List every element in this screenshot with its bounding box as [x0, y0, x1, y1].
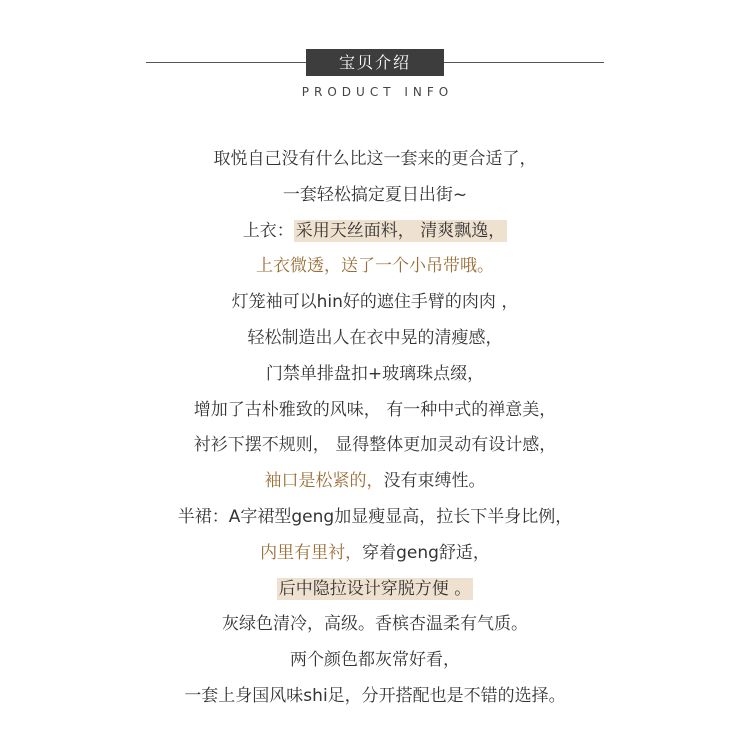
- accent-phrase: 上衣微透，送了一个小吊带哦。: [256, 256, 494, 277]
- description-line-4: [0, 249, 750, 285]
- line-text: 半裙：A字裙型geng加显瘦显高，拉长下半身比例，: [177, 506, 573, 527]
- description-line-15: [0, 643, 750, 679]
- description-line-13: [0, 572, 750, 608]
- product-description: [0, 142, 750, 715]
- header-divider-left: [146, 62, 306, 63]
- description-line-10: [0, 464, 750, 500]
- line-text: 灯笼袖可以hin好的遮住手臂的肉肉 ，: [231, 292, 519, 313]
- line-suffix: 穿着geng舒适，: [362, 542, 490, 563]
- description-line-8: [0, 393, 750, 429]
- description-line-7: [0, 357, 750, 393]
- line-text: 门禁单排盘扣+玻璃珠点缀，: [265, 363, 485, 384]
- description-line-3: [0, 214, 750, 250]
- description-line-16: [0, 679, 750, 715]
- line-suffix: 没有束缚性。: [383, 471, 486, 492]
- description-line-6: [0, 321, 750, 357]
- description-line-11: [0, 500, 750, 536]
- accent-phrase: 袖口是松紧的，: [264, 471, 384, 492]
- description-line-1: [0, 142, 750, 178]
- header-divider-right: [444, 62, 604, 63]
- description-line-12: [0, 536, 750, 572]
- description-line-2: [0, 178, 750, 214]
- line-text: 灰绿色清冷，高级。香槟杏温柔有气质。: [222, 614, 528, 635]
- line-text: 一套轻松搞定夏日出街~: [282, 184, 468, 205]
- line-text: 取悦自己没有什么比这一套来的更合适了，: [213, 149, 537, 169]
- line-text: 衬衫下摆不规则， 显得整体更加灵动有设计感，: [193, 435, 557, 456]
- highlighted-phrase: 后中隐拉设计穿脱方便 。: [278, 578, 472, 599]
- line-text: 增加了古朴雅致的风味， 有一种中式的禅意美，: [193, 399, 557, 420]
- section-subtitle: PRODUCT INFO: [301, 85, 454, 99]
- accent-phrase: 内里有里衬，: [260, 542, 363, 563]
- line-text: 一套上身国风味shi足，分开搭配也是不错的选择。: [184, 685, 566, 706]
- highlighted-phrase: 采用天丝面料， 清爽飘逸，: [295, 220, 506, 241]
- line-text: 两个颜色都灰常好看，: [290, 650, 460, 671]
- description-line-5: [0, 285, 750, 321]
- line-prefix: 上衣：: [242, 220, 294, 241]
- section-title-badge: 宝贝介绍: [306, 49, 444, 76]
- description-line-9: [0, 428, 750, 464]
- section-header: [0, 0, 750, 110]
- line-text: 轻松制造出人在衣中晃的清瘦感，: [247, 327, 503, 348]
- description-line-14: [0, 607, 750, 643]
